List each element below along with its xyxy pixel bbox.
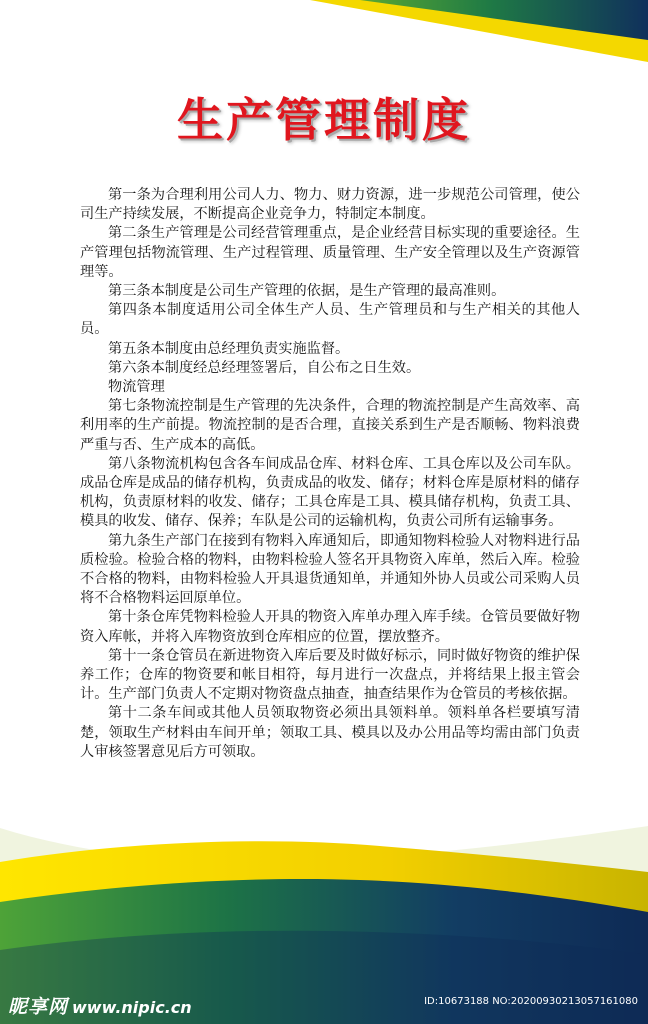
paragraph-article-3: 第三条本制度是公司生产管理的依据，是生产管理的最高准则。	[108, 283, 506, 300]
paragraph-article-4: 第四条本制度适用公司全体生产人员、生产管理员和与生产相关的其他人员。	[80, 302, 580, 338]
regulation-body	[80, 186, 580, 762]
watermark-logo: 昵享网	[8, 996, 69, 1018]
section-heading-logistics: 物流管理	[108, 379, 165, 396]
paragraph-article-8: 第八条物流机构包含各车间成品仓库、材料仓库、工具仓库以及公司车队。成品仓库是成品的储存机构，负责成品的收发、储存；材料仓库是原材料的储存机构，负责原材料的收发、储存；工具仓库是工具、模具储存机构，负责工具、模具的收发、储存、保养；车队是公司的运输机构，负责公司所有运输事务。	[80, 455, 580, 530]
paragraph-article-11: 第十一条仓管员在新进物资入库后要及时做好标示，同时做好物资的维护保养工作；仓库的物资要和帐目相符，每月进行一次盘点，并将结果上报主管会计。生产部门负责人不定期对物资盘点抽查，抽查结果作为仓管员的考核依据。	[80, 647, 580, 703]
image-id-text: ID:10673188 NO:20200930213057161080	[424, 996, 638, 1007]
paragraph-article-10: 第十条仓库凭物料检验人开具的物资入库单办理入库手续。仓管员要做好物资入库帐，并将入库物资放到仓库相应的位置，摆放整齐。	[80, 609, 580, 645]
paragraph-article-6: 第六条本制度经总经理签署后，自公布之日生效。	[108, 359, 421, 376]
watermark-url: www.nipic.cn	[72, 998, 192, 1017]
paragraph-article-2: 第二条生产管理是公司经营管理重点，是企业经营目标实现的重要途径。生产管理包括物流管理、生产过程管理、质量管理、生产安全管理以及生产资源管理等。	[80, 225, 580, 280]
paragraph-article-5: 第五条本制度由总经理负责实施监督。	[108, 340, 350, 357]
site-watermark	[8, 992, 192, 1019]
top-corner-decoration	[310, 0, 648, 62]
paragraph-article-1: 第一条为合理利用公司人力、物力、财力资源，进一步规范公司管理，使公司生产持续发展，不断提高企业竞争力，特制定本制度。	[80, 187, 580, 223]
page-title: 生产管理制度	[177, 93, 471, 147]
paragraph-article-12: 第十二条车间或其他人员领取物资必须出具领料单。领料单各栏要填写清楚，领取生产材料由车间开单；领取工具、模具以及办公用品等均需由部门负责人审核签署意见后方可领取。	[80, 705, 580, 760]
paragraph-article-9: 第九条生产部门在接到有物料入库通知后，即通知物料检验人对物料进行品质检验。检验合格的物料，由物料检验人签名开具物资入库单，然后入库。检验不合格的物料，由物料检验人开具退货通知单，并通知外协人员或公司采购人员将不合格物料运回原单位。	[80, 532, 580, 607]
paragraph-article-7: 第七条物流控制是生产管理的先决条件，合理的物流控制是产生高效率、高利用率的生产前提。物流控制的是否合理，直接关系到生产是否顺畅、物料浪费严重与否、生产成本的高低。	[80, 398, 580, 453]
